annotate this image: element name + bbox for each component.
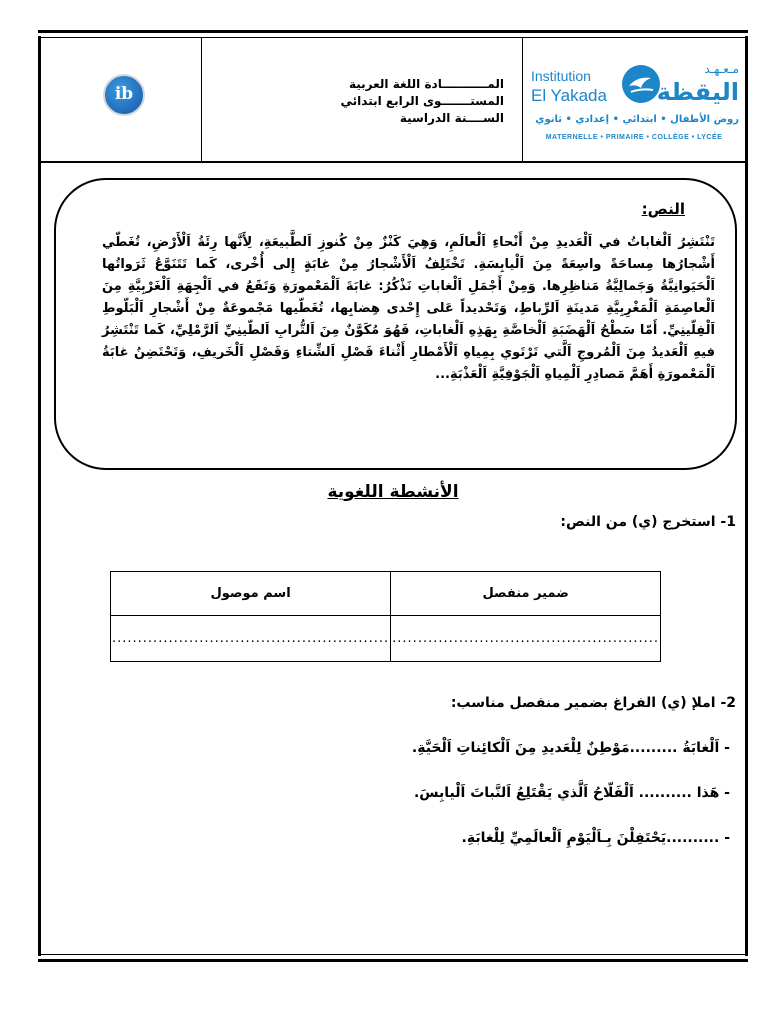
school-logo-cell: [523, 38, 745, 161]
bird-logo-icon: [621, 64, 661, 104]
fill-sentence-1[interactable]: - اَلْغابَةُ .........مَوْطِنٌ لِلْعَديدِ مِنَ اَلْكائِناتِ اَلْحَيَّةِ.: [411, 740, 730, 756]
answer-table: [110, 571, 661, 662]
ib-logo-cell: [41, 38, 202, 161]
course-info: [341, 76, 504, 127]
top-double-rule: [38, 30, 748, 38]
worksheet-header: [41, 38, 745, 163]
reading-text-box: [54, 178, 737, 470]
activities-title: الأنشطة اللغوية: [327, 482, 459, 502]
school-name-ar-small: مـعـهـد: [704, 62, 739, 76]
column-header-separate-pronoun: ضمير منفصل: [391, 572, 661, 616]
school-levels-fr: MATERNELLE • PRIMAIRE • COLLÈGE • LYCÉE: [545, 134, 723, 141]
worksheet-frame: [38, 30, 748, 962]
question-1-label: 1- استخرج (ي) من النص:: [560, 514, 736, 530]
course-info-cell: [202, 38, 523, 161]
answer-blank-separate-pronoun[interactable]: ....................................................: [391, 616, 661, 662]
school-name-ar: اليقظة: [656, 78, 739, 106]
ib-logo-text: ib: [114, 84, 134, 104]
fill-sentence-3[interactable]: - ..........يَحْتَفِلْنَ بِـاَلْيَوْمِ اَلْعالَمِيِّ لِلْغابَةِ.: [461, 830, 730, 846]
year-line: الســــنة الدراسية: [399, 111, 504, 125]
fill-sentence-2[interactable]: - هَذا .......... اَلْفَلّاحُ اَلَّذي يَقْتَلِعُ اَلنَّباتَ اَلْيابِسَ.: [413, 785, 730, 801]
bottom-double-rule: [38, 954, 748, 962]
school-name-fr-2: El Yakada: [531, 86, 607, 105]
subject-line: المـــــــــــادة اللغة العربية: [349, 77, 504, 91]
level-line: المستـــــــوى الرابع ابتدائي: [340, 94, 504, 108]
reading-text-body: تَنْتَشِرُ اَلْغاباتُ في اَلْعَديدِ مِنْ أَنْحاءِ اَلْعالَمِ، وَهِيَ كَنْزٌ مِنْ كُنوزِ اَلطَّبيعَةِ، لِأَنَّها رِئَةُ اَلْأَرْضِ، تُغَطّي أَشْجارُها مِساحَةً واسِعَةً مِنَ اَلْيابِسَةِ. تَخْتَلِفُ اَلْأَشْجارُ مِنْ غابَةٍ إِلى أُخْرى، كَما تَتَنَوَّعُ ثَرَواتُها اَلْحَيَوانِيَّةُ وَجَمالِيَّةُ مَناظِرِها. وَمِنْ أَجْمَلِ اَلْغاباتِ نَذْكُرُ: غابَةَ اَلْمَعْمورَةِ وَتَقَعُ في اَلْجِهَةِ اَلْغَرْبِيَّةِ مِنَ اَلْعاصِمَةِ اَلْمَغْرِبِيَّةِ مَدينَةِ اَلرِّباطِ، وَتَحْديداً عَلى إِحْدى هِضابِها، تُغَطّيها مَجْموعَةٌ مِنْ أَشْجارِ اَلْبَلّوطِ اَلْفِلّينِيِّ. أَمّا سَطْحُ اَلْهَضَبَةِ اَلْخاصَّةِ بِهَذِهِ اَلْغاباتِ، فَهُوَ مُكَوَّنٌ مِنَ اَلتُّرابِ اَلطّينِيِّ اَلرَّمْلِيِّ، كَما تَنْتَشِرُ فيهِ اَلْعَديدُ مِنَ اَلْمُروجِ اَلَّتي تَرْتَوي بِمِياهِ اَلْأَمْطارِ أَثْناءَ فَصْلِ اَلشِّتاءِ وَفَصْلِ اَلْخَريفِ، وَتَحْتَضِنُ غابَةُ اَلْمَعْمورَةِ أَهَمَّ مَصادِرِ اَلْمِياهِ اَلْجَوْفِيَّةِ اَلْعَذْبَةِ...: [102, 235, 715, 382]
text-title: النص:: [641, 200, 685, 218]
answer-blank-relative-noun[interactable]: ......................................................: [111, 616, 391, 662]
school-name-fr-1: Institution: [531, 68, 591, 84]
column-header-relative-noun: اسم موصول: [111, 572, 391, 616]
ib-logo-icon: [103, 74, 145, 116]
question-2-label: 2- املإ (ي) الفراغ بضمير منفصل مناسب:: [450, 695, 736, 711]
school-levels-ar: روض الأطفال • ابتدائي • إعدادي • ثانوي: [535, 114, 739, 125]
